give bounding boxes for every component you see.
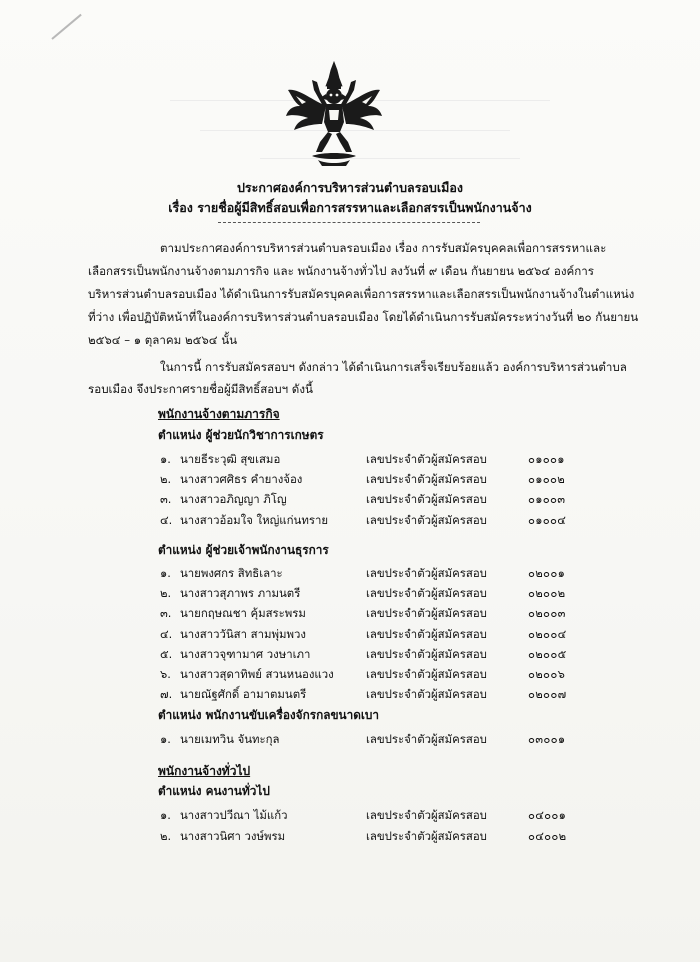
- candidate-id: ๐๔๐๐๑: [528, 808, 567, 822]
- list-item: [160, 828, 600, 846]
- candidate-number: ๒.: [160, 472, 172, 486]
- paragraph2-line1: ในการนี้ การรับสมัครสอบฯ ดังกล่าว ได้ดำเนินการเสร็จเรียบร้อยแล้ว องค์การบริหารส่วนตำบล: [160, 360, 627, 374]
- candidate-number: ๑.: [160, 566, 171, 580]
- candidate-id: ๐๒๐๐๔: [528, 627, 567, 641]
- list-item: [160, 731, 600, 749]
- candidate-number: ๑.: [160, 732, 171, 746]
- list-item: [160, 686, 600, 704]
- announcement-subject: เรื่อง รายชื่อผู้มีสิทธิ์สอบเพื่อการสรรหาและเลือกสรรเป็นพนักงานจ้าง: [168, 200, 532, 215]
- candidate-name: นายธีระวุฒิ สุขเสมอ: [180, 452, 281, 466]
- candidate-name: นางสาวสุดาทิพย์ สวนหนองแวง: [180, 667, 334, 681]
- candidate-id: ๐๑๐๐๑: [528, 452, 565, 466]
- candidate-id: ๐๒๐๐๓: [528, 606, 566, 620]
- announcement-title: ประกาศองค์การบริหารส่วนตำบลรอบเมือง: [237, 180, 463, 195]
- list-item: [160, 565, 600, 583]
- list-item: [160, 626, 600, 644]
- candidate-number: ๓.: [160, 492, 172, 506]
- candidate-name: นายพงศกร สิทธิเลาะ: [180, 566, 283, 580]
- garuda-emblem-icon: [282, 60, 386, 168]
- candidate-id-label: เลขประจำตัวผู้สมัครสอบ: [366, 647, 487, 661]
- paragraph1-line5: ๒๕๖๔ – ๑ ตุลาคม ๒๕๖๔ นั้น: [88, 333, 238, 347]
- candidate-id-label: เลขประจำตัวผู้สมัครสอบ: [366, 732, 487, 746]
- candidate-id-label: เลขประจำตัวผู้สมัครสอบ: [366, 667, 487, 681]
- candidate-id-label: เลขประจำตัวผู้สมัครสอบ: [366, 513, 487, 527]
- candidate-number: ๑.: [160, 452, 171, 466]
- candidate-name: นางสาวศศิธร คำยางจ้อง: [180, 472, 303, 486]
- paragraph2-line2: รอบเมือง จึงประกาศรายชื่อผู้มีสิทธิ์สอบฯ ดังนี้: [88, 382, 313, 396]
- candidate-id-label: เลขประจำตัวผู้สมัครสอบ: [366, 452, 487, 466]
- paragraph1-line4: ที่ว่าง เพื่อปฏิบัติหน้าที่ในองค์การบริหารส่วนตำบลรอบเมือง โดยได้ดำเนินการรับสมัครระหว่างวันที่ ๒๐ กันยายน: [88, 310, 639, 324]
- candidate-name: นางสาวจุฑามาศ วงษาเภา: [180, 647, 311, 661]
- candidate-name: นางสาวอ้อมใจ ใหญ่แก่นทราย: [180, 513, 329, 527]
- candidate-name: นางสาวนิศา วงษ์พรม: [180, 829, 286, 843]
- candidate-id: ๐๒๐๐๕: [528, 647, 567, 661]
- candidate-number: ๔.: [160, 627, 173, 641]
- candidate-id: ๐๒๐๐๖: [528, 667, 566, 681]
- candidate-number: ๔.: [160, 513, 173, 527]
- candidate-name: นายกฤษณชา คุ้มสระพรม: [180, 606, 306, 620]
- position-heading: ตำแหน่ง ผู้ช่วยนักวิชาการเกษตร: [158, 428, 324, 442]
- paragraph1-line3: บริหารส่วนตำบลรอบเมือง ได้ดำเนินการรับสมัครบุคคลเพื่อการสรรหาและเลือกสรรเป็นพนักงานจ้างในตำแหน่ง: [88, 287, 635, 301]
- title-divider: [218, 222, 480, 223]
- section-title-mission-staff: พนักงานจ้างตามภารกิจ: [158, 407, 280, 421]
- candidate-id: ๐๑๐๐๓: [528, 492, 566, 506]
- list-item: [160, 585, 600, 603]
- candidate-name: นายณัฐศักดิ์ อามาตมนตรี: [180, 687, 307, 701]
- position-heading: ตำแหน่ง คนงานทั่วไป: [158, 784, 270, 798]
- candidate-id-label: เลขประจำตัวผู้สมัครสอบ: [366, 627, 487, 641]
- candidate-number: ๕.: [160, 647, 173, 661]
- candidate-number: ๒.: [160, 829, 172, 843]
- candidate-name: นางสาวอภิญญา ภิโญ: [180, 492, 287, 506]
- candidate-id-label: เลขประจำตัวผู้สมัครสอบ: [366, 606, 487, 620]
- position-heading: ตำแหน่ง ผู้ช่วยเจ้าพนักงานธุรการ: [158, 543, 329, 557]
- candidate-name: นางสาวสุภาพร ภามนตรี: [180, 586, 301, 600]
- position-heading: ตำแหน่ง พนักงานขับเครื่องจักรกลขนาดเบา: [158, 708, 380, 722]
- paper-fold-mark: [51, 14, 81, 40]
- candidate-id: ๐๓๐๐๑: [528, 732, 566, 746]
- candidate-number: ๒.: [160, 586, 172, 600]
- candidate-id-label: เลขประจำตัวผู้สมัครสอบ: [366, 472, 487, 486]
- candidate-number: ๗.: [160, 687, 173, 701]
- list-item: [160, 512, 600, 530]
- list-item: [160, 646, 600, 664]
- candidate-id-label: เลขประจำตัวผู้สมัครสอบ: [366, 808, 487, 822]
- candidate-name: นายเมทวิน จันทะกุล: [180, 732, 280, 746]
- list-item: [160, 605, 600, 623]
- candidate-id-label: เลขประจำตัวผู้สมัครสอบ: [366, 829, 487, 843]
- paragraph1-line1: ตามประกาศองค์การบริหารส่วนตำบลรอบเมือง เรื่อง การรับสมัครบุคคลเพื่อการสรรหาและ: [160, 241, 607, 255]
- candidate-name: นางสาวปวีณา ไม้แก้ว: [180, 808, 288, 822]
- list-item: [160, 471, 600, 489]
- list-item: [160, 807, 600, 825]
- list-item: [160, 491, 600, 509]
- candidate-id: ๐๒๐๐๒: [528, 586, 566, 600]
- list-item: [160, 666, 600, 684]
- candidate-name: นางสาววันิสา สามพุ่มพวง: [180, 627, 306, 641]
- candidate-number: ๖.: [160, 667, 171, 681]
- list-item: [160, 451, 600, 469]
- candidate-id-label: เลขประจำตัวผู้สมัครสอบ: [366, 687, 487, 701]
- candidate-id: ๐๑๐๐๔: [528, 513, 567, 527]
- paragraph1-line2: เลือกสรรเป็นพนักงานจ้างตามภารกิจ และ พนักงานจ้างทั่วไป ลงวันที่ ๙ เดือน กันยายน ๒๕๖๔ องค์การ: [88, 264, 594, 278]
- candidate-number: ๓.: [160, 606, 172, 620]
- candidate-id-label: เลขประจำตัวผู้สมัครสอบ: [366, 492, 487, 506]
- candidate-id-label: เลขประจำตัวผู้สมัครสอบ: [366, 566, 487, 580]
- section-title-general-staff: พนักงานจ้างทั่วไป: [158, 764, 251, 778]
- candidate-id: ๐๒๐๐๗: [528, 687, 567, 701]
- candidate-id: ๐๒๐๐๑: [528, 566, 566, 580]
- candidate-id-label: เลขประจำตัวผู้สมัครสอบ: [366, 586, 487, 600]
- candidate-id: ๐๔๐๐๒: [528, 829, 567, 843]
- candidate-number: ๑.: [160, 808, 171, 822]
- candidate-id: ๐๑๐๐๒: [528, 472, 566, 486]
